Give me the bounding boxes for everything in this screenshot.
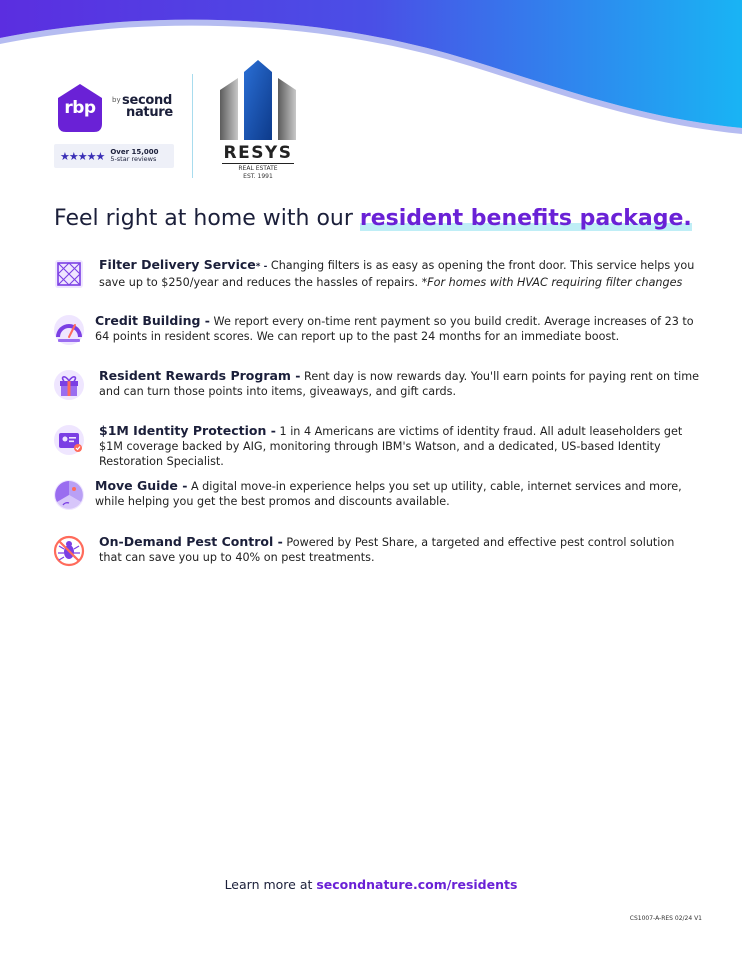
benefit-title: On-Demand Pest Control - <box>99 534 283 549</box>
headline-accent: resident benefits package. <box>359 206 692 231</box>
benefit-body: Rent day is now rewards day. You'll earn points for paying rent on time and can turn those points into items, giveaways, and gift cards. <box>99 370 699 398</box>
page-headline <box>54 206 692 231</box>
benefit-title: Resident Rewards Program - <box>99 368 301 383</box>
reviews-label: 5-star reviews <box>110 155 157 163</box>
benefit-text <box>99 534 699 565</box>
logo-divider <box>192 74 193 178</box>
benefit-title-suffix: * - <box>255 262 268 272</box>
resys-sub2: EST. 1991 <box>243 173 273 180</box>
footer-link[interactable]: secondnature.com/residents <box>316 877 518 892</box>
resys-rule <box>222 163 294 164</box>
benefit-title: Move Guide - <box>95 478 188 493</box>
benefit-text <box>95 313 695 344</box>
benefit-body: A digital move-in experience helps you set up utility, cable, internet services and more, while helping you get the best promos and discounts available. <box>95 480 682 508</box>
no-pest-icon <box>52 534 86 568</box>
footer-cta <box>0 877 742 892</box>
second-nature-wordmark <box>122 95 173 119</box>
reviews-badge <box>54 144 174 168</box>
benefit-text <box>99 368 699 399</box>
benefit-body: 1 in 4 Americans are victims of identity fraud. All adult leaseholders get $1M coverage backed by AIG, monitoring through IBM's Watson, and a dedicated, US-based Identity Restoration Specialist. <box>99 425 683 468</box>
reviews-text <box>110 149 158 163</box>
gift-icon <box>52 368 86 402</box>
benefit-text <box>99 257 699 290</box>
benefit-title: Credit Building - <box>95 313 210 328</box>
document-code: CS1007-A-RES 02/24 V1 <box>629 915 702 922</box>
rbp-logo-text: rbp <box>64 98 96 118</box>
benefit-body: Powered by Pest Share, a targeted and effective pest control solution that can save you up to 40% on pest treatments. <box>99 536 675 564</box>
benefit-body: We report every on-time rent payment so you build credit. Average increases of 23 to 64 points in resident scores. We can report up to the past 24 months for an immediate boost. <box>95 315 694 343</box>
resys-wordmark: RESYS <box>223 143 293 163</box>
star-rating-icon: ★★★★★ <box>60 149 105 163</box>
by-label: by <box>112 96 121 104</box>
credit-gauge-icon <box>52 313 86 347</box>
identity-card-icon <box>52 423 86 457</box>
move-guide-icon <box>52 478 86 512</box>
headline-lead: Feel right at home with our <box>54 206 353 231</box>
resys-sub1: REAL ESTATE <box>238 165 278 172</box>
benefit-title: Filter Delivery Service <box>99 257 256 272</box>
resys-tagline <box>216 165 300 181</box>
benefit-text <box>99 423 699 469</box>
logo-area <box>54 66 354 181</box>
second-nature-line2: nature <box>126 105 173 120</box>
benefit-title: $1M Identity Protection - <box>99 423 276 438</box>
footer-lead: Learn more at <box>224 877 317 892</box>
reviews-count: Over 15,000 <box>110 148 159 156</box>
air-filter-icon <box>52 257 86 291</box>
benefit-body: Changing filters is as easy as opening the front door. This service helps you save up to $250/year and reduces the hassles of repairs. <box>99 259 695 289</box>
benefit-text <box>95 478 695 509</box>
benefit-note: *For homes with HVAC requiring filter changes <box>421 276 683 289</box>
second-nature-line1: second <box>122 93 172 108</box>
